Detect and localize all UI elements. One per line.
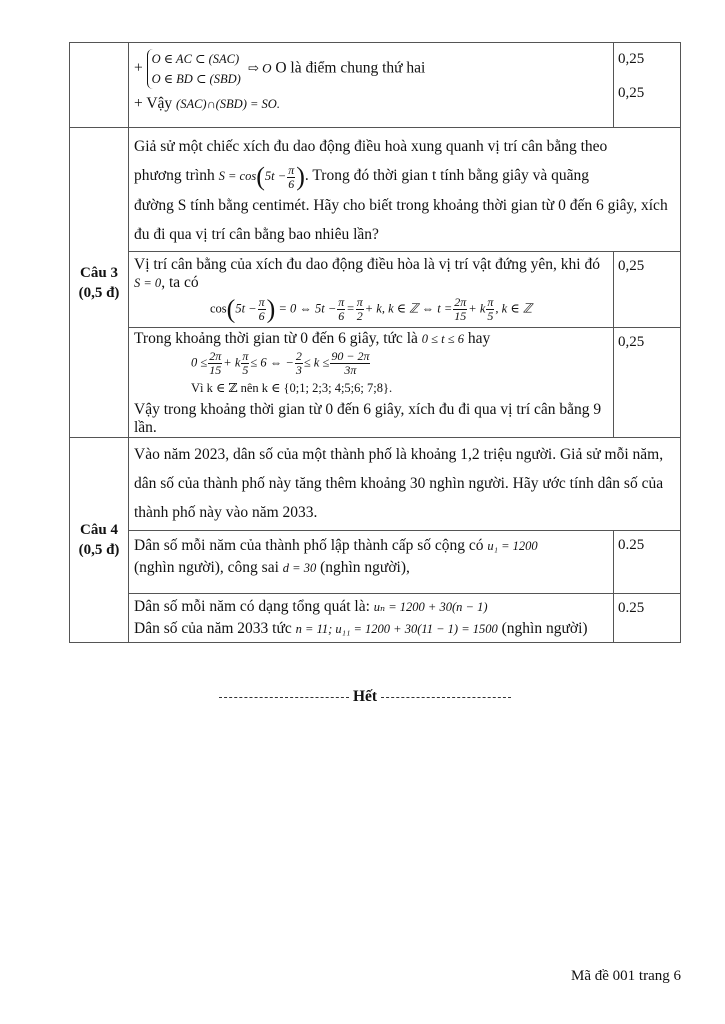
step2-cell [129, 328, 614, 438]
problem-cell [129, 438, 681, 531]
step1-tail: , ta có [161, 274, 199, 291]
step1-eq: u₁ = 1200 [487, 539, 538, 553]
question-number: Câu 3 [80, 264, 118, 281]
problem-line-1: Giả sử một chiếc xích đu dao động điều hoà xung quanh vị trí cân bằng theo [134, 138, 608, 155]
points-cell [614, 43, 681, 128]
solution-table [69, 42, 681, 643]
step2-eq2: n = 11; u₁₁ = 1200 + 30(11 − 1) = 1500 [295, 622, 498, 636]
step1-mid: (nghìn người), công sai [134, 559, 279, 576]
question-label-cau3 [70, 128, 129, 438]
step2-eq: uₙ = 1200 + 30(n − 1) [373, 600, 488, 614]
row-cau3-problem [70, 128, 681, 252]
step1-cell [129, 252, 614, 328]
page-number: Mã đề 001 trang 6 [571, 968, 681, 984]
points-1: 0,25 [618, 51, 645, 67]
question-number: Câu 4 [80, 522, 118, 538]
step2-conclusion: Vậy trong khoảng thời gian từ 0 đến 6 giây, xích đu đi qua vị trí cân bằng 9 lần. [134, 401, 602, 436]
conclusion-prefix: + Vậy [134, 95, 173, 112]
system-line-2: O ∈ BD ⊂ (SBD) [151, 72, 241, 86]
problem-line-2-post: . Trong đó thời gian t tính bằng giây và quãng [304, 167, 590, 184]
step1-equation: cos(5t − $\frac{\pi}{6}$ ) = 0 ⇔ 5t − $\frac{\pi}{6}$ = $\frac{\pi}{2}$ + k, k ∈ ℤ ⇔ t = $\frac{2\pi}{15}$ + k $\frac{\pi}{5}$ , k ∈ ℤ [209, 294, 532, 324]
problem-line-3: đường S tính bằng centimét. Hãy cho biết trong khoảng thời gian từ 0 đến 6 giây, xích đu đi qua vị trí cân bằng bao nhiêu lần? [134, 197, 668, 243]
row-cau3-step2 [70, 328, 681, 438]
step2-condition: 0 ≤ t ≤ 6 [421, 332, 464, 346]
end-label: Hết [352, 688, 378, 705]
problem-text: Vào năm 2023, dân số của một thành phố là khoảng 1,2 triệu người. Giả sử mỗi năm, dân số của thành phố này tăng thêm khoảng 30 nghìn người. Hãy ước tính dân số của thành phố này vào năm 2033. [134, 446, 664, 521]
step2-cell [129, 594, 614, 643]
question-label-cau4 [70, 438, 129, 643]
step2-inequality: 0 ≤ $\frac{2\pi}{15}$ + k $\frac{\pi}{5}$ ≤ 6 ⇔ − $\frac{2}{3}$ ≤ k ≤ $\frac{90 - 2\pi}{3\pi}$ [191, 349, 370, 377]
step2-line2-pre: Dân số của năm 2033 tức [134, 620, 292, 637]
row-cau4-problem [70, 438, 681, 531]
row-cau4-step2 [70, 594, 681, 643]
question-score: (0,5 đ) [78, 542, 120, 558]
step2-pre: Dân số mỗi năm có dạng tổng quát là: [134, 598, 370, 615]
end-marker [214, 688, 516, 706]
step1-points: 0.25 [614, 531, 681, 594]
step1-points: 0,25 [614, 252, 681, 328]
step2-points: 0,25 [614, 328, 681, 438]
step1-text: Vị trí cân bằng của xích đu dao động điều hòa là vị trí vật đứng yên, khi đó [134, 256, 600, 273]
step1-eq2: d = 30 [282, 561, 317, 575]
system-line-1: O ∈ AC ⊂ (SAC) [151, 52, 240, 66]
step2-points: 0.25 [614, 594, 681, 643]
step2-k-set: Vì k ∈ ℤ nên k ∈ {0;1; 2;3; 4;5;6; 7;8}. [191, 381, 393, 395]
implies-text: O là điểm chung thứ hai [275, 59, 426, 77]
problem-equation: S = cos(5t − $\frac{\pi}{6}$ ) [218, 162, 305, 192]
system-brace [147, 49, 241, 89]
step1-cell [129, 531, 614, 594]
conclusion-eq: (SAC)∩(SBD) = SO. [176, 97, 280, 111]
step1-pre: Dân số mỗi năm của thành phố lập thành cấp số cộng có [134, 537, 484, 554]
question-cell-empty [70, 43, 129, 128]
step2-line2-post: (nghìn người) [501, 620, 588, 637]
row-cau4-step1 [70, 531, 681, 594]
content-cell: + O ∈ AC ⊂ (SAC) O ∈ BD ⊂ (SBD) ⇨ O O là điểm chung thứ hai + Vậy (SAC)∩(SBD) = SO. [129, 43, 614, 128]
points-2: 0,25 [618, 85, 645, 101]
row-cau3-step1 [70, 252, 681, 328]
step1-post: (nghìn người), [320, 559, 410, 576]
dash-left [219, 697, 349, 698]
dash-right [381, 697, 511, 698]
row-previous-tail [70, 43, 681, 128]
question-score: (0,5 đ) [78, 284, 120, 301]
problem-eq-text: S = cos [218, 169, 257, 183]
step1-condition: S = 0 [134, 276, 162, 290]
problem-line-2-pre: phương trình [134, 167, 215, 184]
problem-cell [129, 128, 681, 252]
step2-text-pre: Trong khoảng thời gian từ 0 đến 6 giây, tức là [134, 330, 418, 347]
step2-text-post: hay [467, 330, 491, 347]
